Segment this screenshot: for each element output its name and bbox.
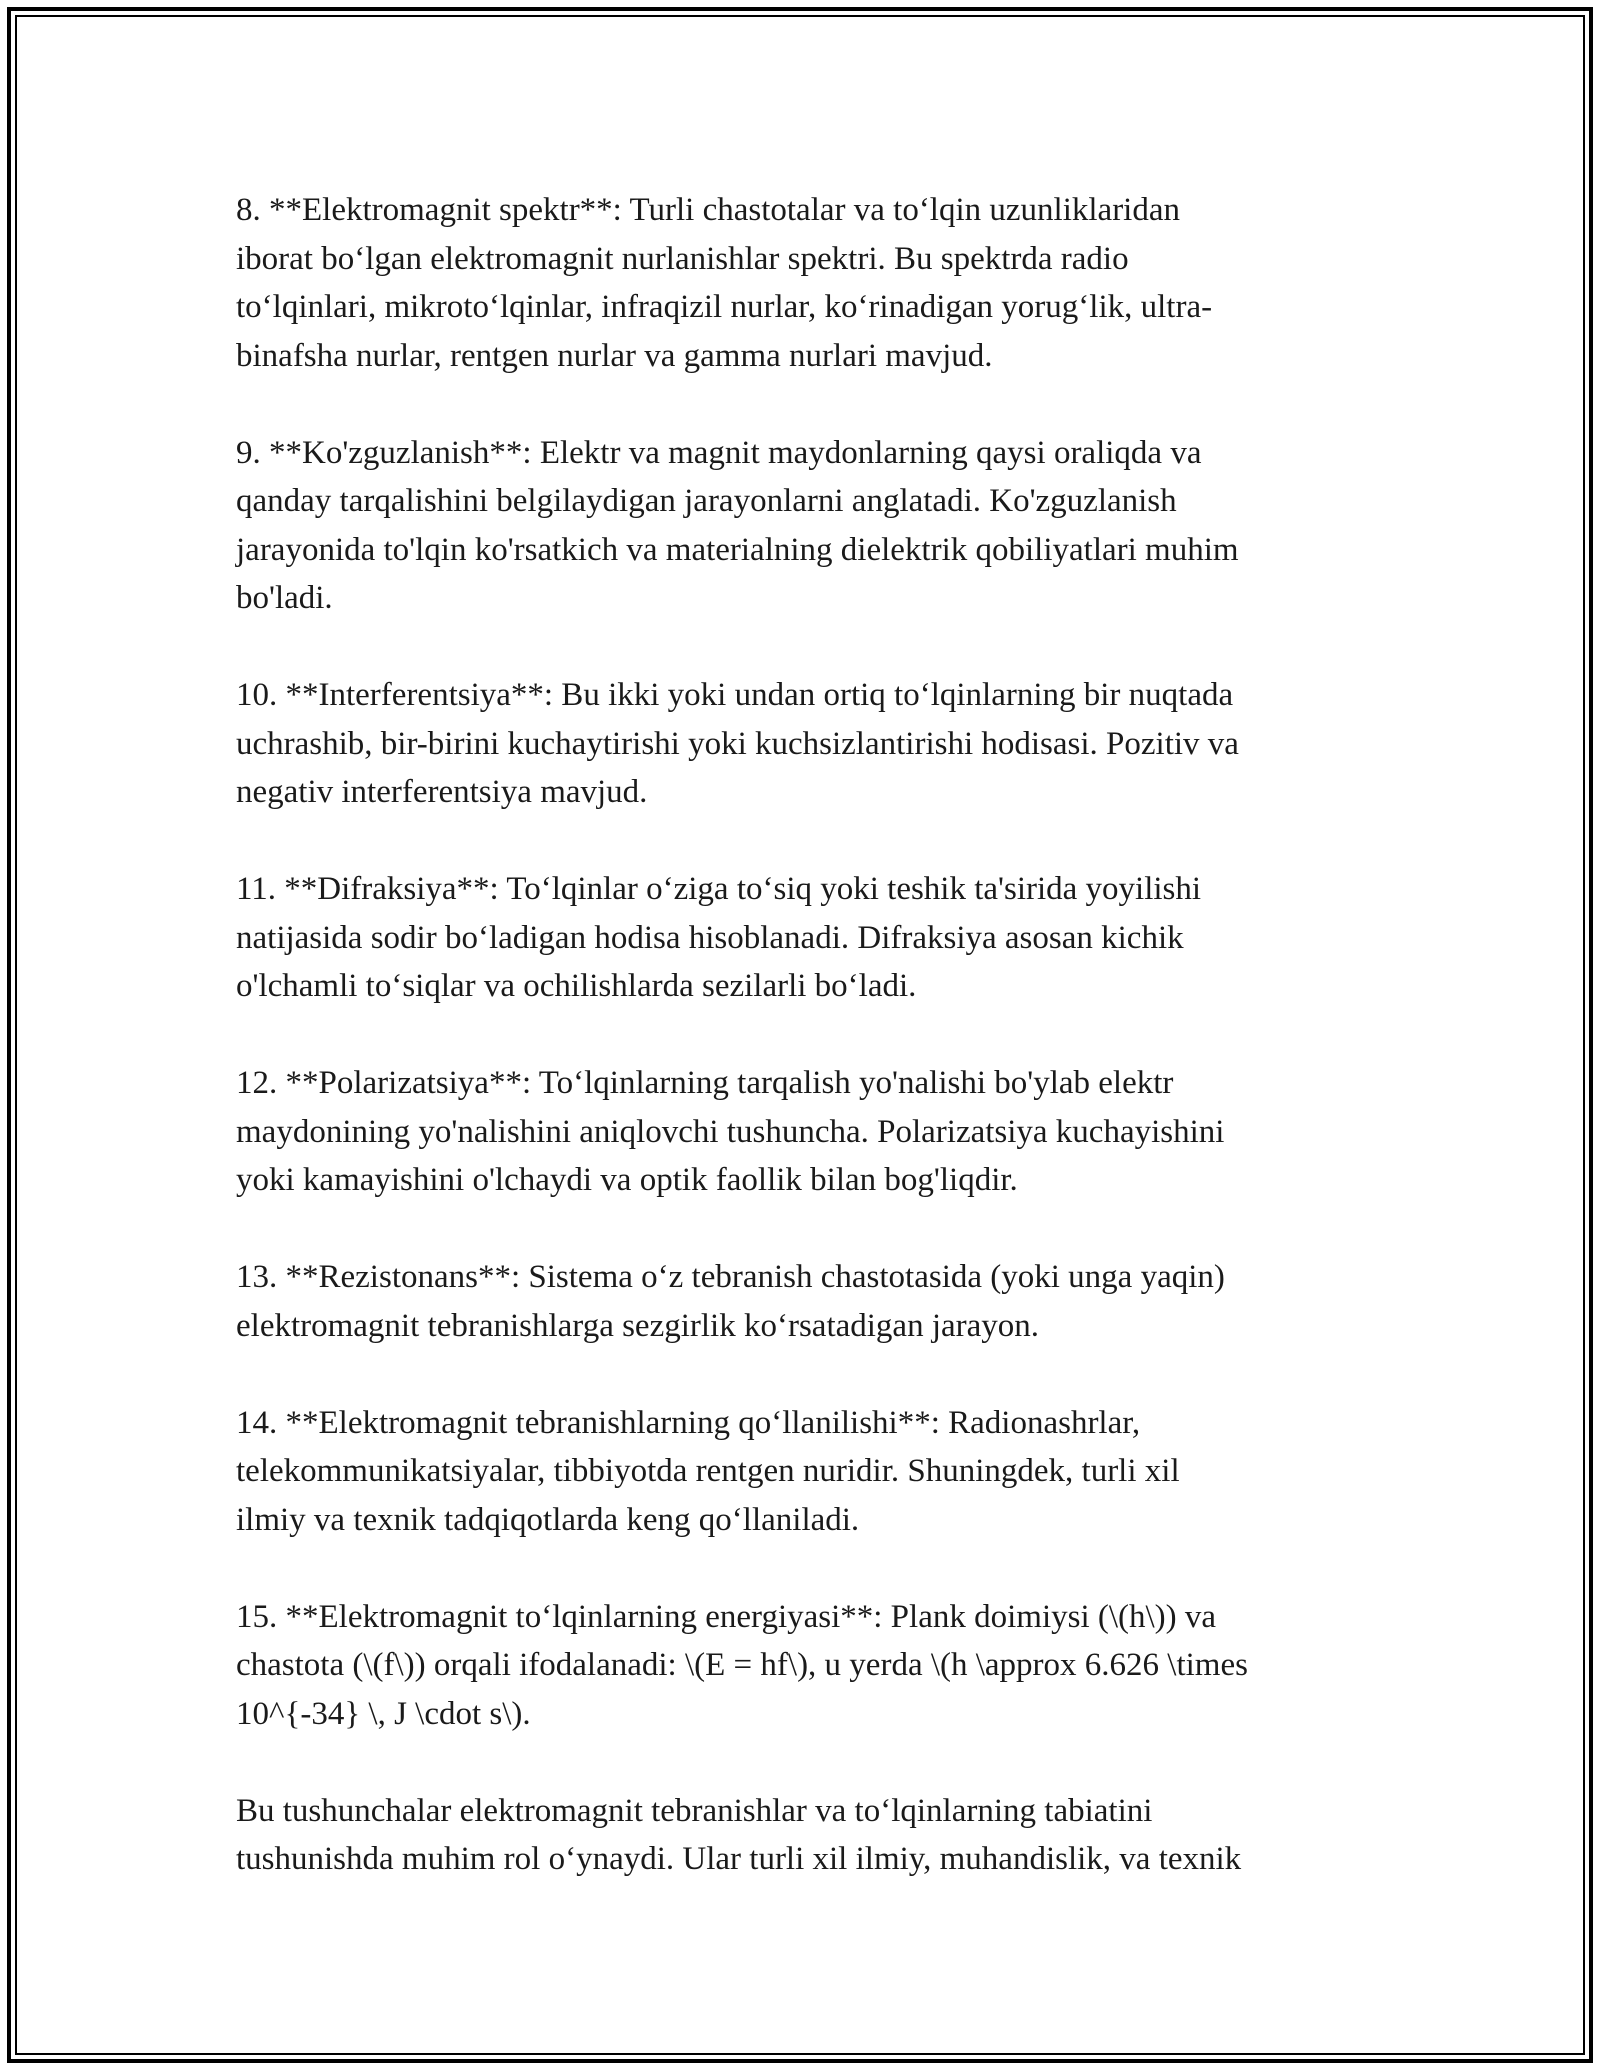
paragraph-applications: 14. **Elektromagnit tebranishlarning qo‘llanilishi**: Radionashrlar, telekommunikatsiyalar, tibbiyotda rentgen nuridir. Shuningdek, turli xil ilmiy va texnik tadqiqotlarda keng qo‘llaniladi. (236, 1404, 1180, 1538)
paragraph-kozguzlanish: 9. **Ko'zguzlanish**: Elektr va magnit maydonlarning qaysi oraliqda va qanday tarqalishini belgilaydigan jarayonlarni anglatadi. Ko'zguzlanish jarayonida to'lqin ko'rsatkich va materialning dielektrik qobiliyatlari muhim bo'ladi. (236, 434, 1239, 616)
paragraph-electromagnetic-spectrum: 8. **Elektromagnit spektr**: Turli chastotalar va to‘lqin uzunliklaridan iborat bo‘lgan elektromagnit nurlanishlar spektri. Bu spektrda radio to‘lqinlari, mikroto‘lqinlar, infraqizil nurlar, ko‘rinadigan yorug‘lik, ultra- binafsha nurlar, rentgen nurlar va gamma nurlari mavjud. (236, 192, 1213, 374)
paragraph-polarization: 12. **Polarizatsiya**: To‘lqinlarning tarqalish yo'nalishi bo'ylab elektr maydonining yo'nalishini aniqlovchi tushuncha. Polarizatsiya kuchayishini yoki kamayishini o'lchaydi va optik faollik bilan bog'liqdir. (236, 1065, 1225, 1198)
paragraph-interference: 10. **Interferentsiya**: Bu ikki yoki undan ortiq to‘lqinlarning bir nuqtada uchrashib, bir-birini kuchaytirishi yoki kuchsizlantirishi hodisasi. Pozitiv va negativ interferentsiya mavjud. (236, 677, 1239, 810)
paragraph-resonance: 13. **Rezistonans**: Sistema o‘z tebranish chastotasida (yoki unga yaqin) elektromagnit tebranishlarga sezgirlik ko‘rsatadigan jarayon. (236, 1259, 1225, 1344)
paragraph-conclusion: Bu tushunchalar elektromagnit tebranishlar va to‘lqinlarning tabiatini tushunishda muhim rol o‘ynaydi. Ular turli xil ilmiy, muhandislik, va texnik (236, 1792, 1242, 1877)
paragraph-diffraction: 11. **Difraksiya**: To‘lqinlar o‘ziga to‘siq yoki teshik ta'sirida yoyilishi natijasida sodir bo‘ladigan hodisa hisoblanadi. Difraksiya asosan kichik o'lchamli to‘siqlar va ochilishlarda sezilarli bo‘ladi. (236, 871, 1202, 1004)
paragraph-energy: 15. **Elektromagnit to‘lqinlarning energiyasi**: Plank doimiysi (\(h\)) va chastota (\(f\)) orqali ifodalanadi: \(E = hf\), u yerda \(h \approx 6.626 \times 10^{-34} \, J \cdot s\). (236, 1598, 1248, 1732)
document-body (236, 186, 1376, 1884)
